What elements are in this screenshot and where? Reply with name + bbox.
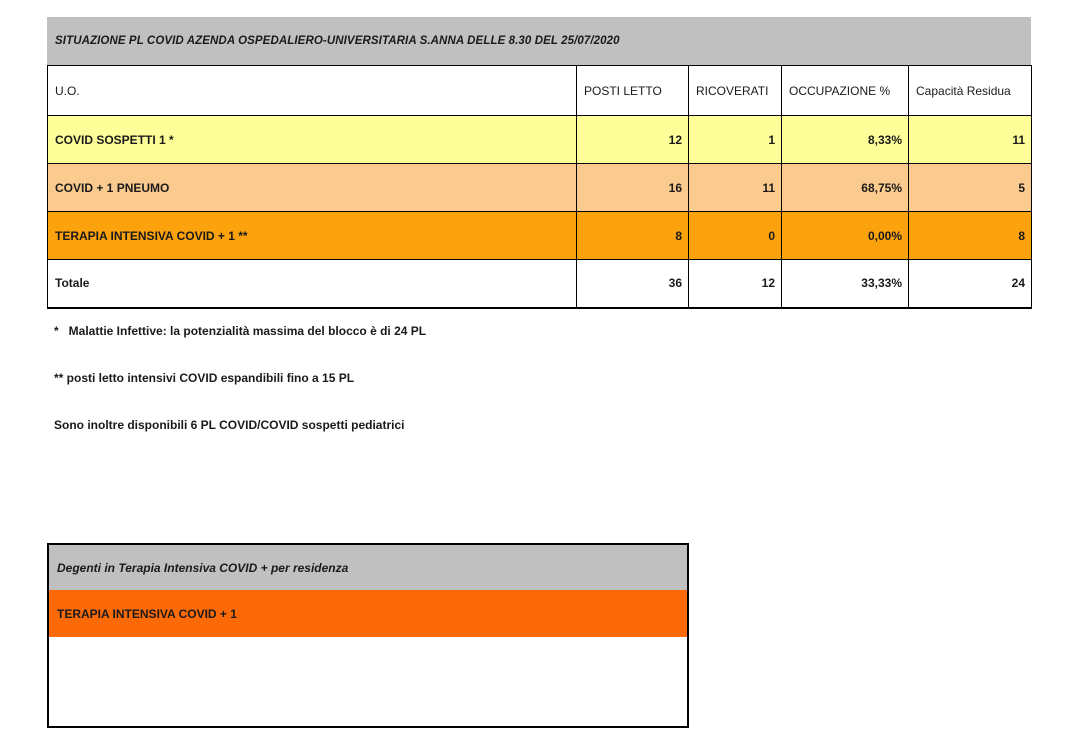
cell-occupazione: 68,75% (782, 164, 909, 212)
covid-beds-section (47, 17, 1031, 309)
cell-posti-letto: 12 (577, 116, 689, 164)
cell-capacita-residua: 11 (909, 116, 1032, 164)
footnote-posti-letto-intensivi: ** posti letto intensivi COVID espandibili fino a 15 PL (54, 371, 355, 385)
cell-occupazione: 8,33% (782, 116, 909, 164)
residence-row-terapia-intensiva (49, 590, 687, 637)
cell-capacita-residua: 8 (909, 212, 1032, 260)
cell-capacita-residua: 24 (909, 260, 1032, 308)
table-row-totale (48, 260, 1032, 308)
cell-uo: COVID SOSPETTI 1 * (48, 116, 577, 164)
column-header-posti-letto: POSTI LETTO (577, 66, 689, 116)
column-header-capacita-residua: Capacità Residua (909, 66, 1032, 116)
cell-uo: TERAPIA INTENSIVA COVID + 1 ** (48, 212, 577, 260)
cell-uo: Totale (48, 260, 577, 308)
column-header-uo: U.O. (48, 66, 577, 116)
cell-ricoverati: 11 (689, 164, 782, 212)
residence-table-title-bar (49, 545, 687, 590)
residence-table (47, 543, 689, 728)
table-row-covid-pneumo (48, 164, 1032, 212)
cell-ricoverati: 12 (689, 260, 782, 308)
table-header-row (48, 66, 1032, 116)
residence-table-title: Degenti in Terapia Intensiva COVID + per residenza (57, 560, 349, 575)
cell-posti-letto: 16 (577, 164, 689, 212)
cell-posti-letto: 8 (577, 212, 689, 260)
table-row-covid-sospetti (48, 116, 1032, 164)
footnote-pl-pediatrici: Sono inoltre disponibili 6 PL COVID/COVID sospetti pediatrici (54, 418, 405, 432)
covid-beds-table (47, 65, 1032, 309)
column-header-occupazione: OCCUPAZIONE % (782, 66, 909, 116)
cell-posti-letto: 36 (577, 260, 689, 308)
cell-ricoverati: 0 (689, 212, 782, 260)
cell-ricoverati: 1 (689, 116, 782, 164)
cell-capacita-residua: 5 (909, 164, 1032, 212)
table-row-terapia-intensiva (48, 212, 1032, 260)
residence-empty-area (49, 637, 687, 726)
main-table-title: SITUAZIONE PL COVID AZENDA OSPEDALIERO-UNIVERSITARIA S.ANNA DELLE 8.30 DEL 25/07/2020 (55, 35, 620, 47)
cell-occupazione: 0,00% (782, 212, 909, 260)
residence-row-label: TERAPIA INTENSIVA COVID + 1 (57, 606, 237, 621)
cell-uo: COVID + 1 PNEUMO (48, 164, 577, 212)
footnote-malattie-infettive: * Malattie Infettive: la potenzialità massima del blocco è di 24 PL (54, 324, 427, 338)
cell-occupazione: 33,33% (782, 260, 909, 308)
main-table-title-bar (47, 17, 1031, 65)
column-header-ricoverati: RICOVERATI (689, 66, 782, 116)
